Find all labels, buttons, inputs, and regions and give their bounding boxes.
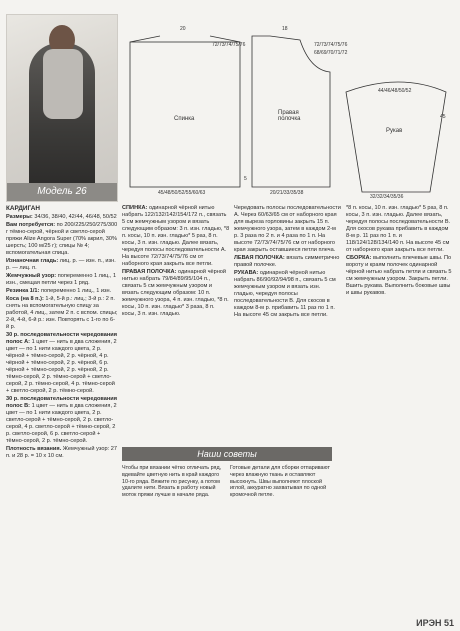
sleeve-shape	[346, 82, 446, 192]
seq-b-label: 30 р. последовательности чередования полос В:	[6, 396, 117, 409]
seq-b-text: 1 цвет — нить в два сложения, 2 цвет — по 1 нити каждого цвета, 2 р. светло-серой + тёмно-серой, 2 р. светло-серой, 4 р. светло-серой + тёмно-серой, 2 р. светло-серой, 6 р. светло-серой + тёмно-серой, 2 р. тёмно-серой.	[6, 403, 117, 444]
back-top-label: 20	[180, 26, 186, 32]
pattern4-text: 1-й, 5-й р.: лиц.; 3-й р.: 2 п. снять на вспомогательную спицу за работой, 4 лиц., затем 2 п. с вспом. спицы; 2-й, 4-й, 6-й р.: изн. Повторять с 1-го по 6-й р.	[6, 296, 118, 330]
column-4	[346, 205, 454, 610]
back-shoulder-left	[130, 36, 160, 42]
column-4-text: *8 п. косы, 10 п. изн. гладью* 5 раз, 8 п. косы, 3 п. изн. гладью. Далее вязать, чередуя полосы последовательности В. Для скосов рукава прибавить в каждом 8-м р. 11 раз по 1 п. и 118/124/128/134/140 п. На высоте 45 см от наборного края закрыть все петли.	[346, 205, 451, 253]
pattern4-label: Коса (на 8 п.):	[6, 296, 44, 302]
left-front-text: вязать симметрично правой полочке.	[234, 255, 340, 268]
tips-left-text: Чтобы при вязании чётко отличать ряд, вдевайте цветную нить в край каждого 10-го ряда. Вяжите по рисунку, а потом удалите нити. Вязать в работу новый моток пряжи лучше в начале ряда.	[122, 465, 222, 499]
tips-right-text: Готовые детали для сборки отпаривают через влажную ткань и оставляют высохнуть. Швы выполняют плоской иглой, аккуратно захватывая по одной кромочной петле.	[230, 465, 330, 499]
back-text: одинарной чёрной нитью набрать 122/132/142/154/172 п., связать 5 см жемчужным узором и вязать следующим образом: 3 п. изн. гладью, *8 п. косы, 10 п. изн. гладью* 5 раз, 8 п. косы, 3 п. изн. гладью. Далее вязать, чередуя полосы последовательности А. На высоте 72/73/74/75/76 см от наборного края закрыть все петли.	[122, 205, 230, 267]
sleeve-top-label: 44/46/48/50/52	[378, 88, 412, 94]
sleeves-text: одинарной чёрной нитью набрать 86/90/92/94/98 п., связать 5 см жемчужным узором и вязать изн. гладью, чередуя полосы последовательности В. Для скосов в каждом 8-м р. прибавить 11 раз по 1 п. На высоте 45 см закрыть все петли.	[234, 270, 336, 318]
pattern3-label: Резинка 1/1:	[6, 288, 40, 294]
pattern3-text: попеременно 1 лиц., 1 изн.	[40, 288, 112, 294]
sleeve-name-label: Рукав	[386, 128, 403, 134]
column-1	[6, 205, 118, 610]
sleeves-label: РУКАВА:	[234, 270, 259, 276]
right-front-label: ПРАВАЯ ПОЛОЧКА:	[122, 269, 177, 275]
needs-text: по 200/225/250/275/300 г тёмно-серой, чёрной и светло-серой пряжи Alize Angora Super (70% акрил, 30% шерсть; 100 м/25 г); спицы № 4; вспомогательная спица.	[6, 222, 118, 256]
pattern2-text: попеременно 1 лиц., 1 изн., смещая петли через 1 ряд.	[6, 273, 117, 286]
back-right-label: 5	[244, 176, 247, 182]
back-shape	[130, 42, 240, 187]
back-label: СПИНКА:	[122, 205, 148, 211]
schematics-svg	[120, 12, 455, 202]
left-front-label: ЛЕВАЯ ПОЛОЧКА:	[234, 255, 285, 261]
seq-a-text: 1 цвет — нить в два сложения, 2 цвет — по 1 нити каждого цвета, 2 р. чёрной + тёмно-серой, 2 р. чёрной, 4 р. чёрной + тёмно-серой, 2 р. чёрной, 6 р. чёрной + тёмно-серой, 2 р. чёрной, 2 р. тёмно-серой, 2 р. тёмно-серой + светло-серой, 2 р. тёмно-серой, 4 р. тёмно-серой + светло-серой, 2 р. тёмно-серой.	[6, 339, 117, 394]
tips-box	[122, 447, 332, 613]
column-3-text: Чередовать полосы последовательности А. Через 60/63/65 см от наборного края для выреза горловины закрыть 15 п. жемчужного узора, затем в каждом 2-м р. 3 раза по 2 п. и 4 раза по 1 п. На высоте 72/73/74/75/76 см от наборного края закрыть оставшиеся петли плеча.	[234, 205, 341, 253]
pattern1-label: Изнаночная гладь:	[6, 258, 59, 264]
back-right-top-label: 72/73/74/75/76	[212, 42, 246, 48]
model-photo	[6, 14, 118, 202]
model-caption: Модель 26	[7, 183, 117, 201]
column-2	[122, 205, 230, 433]
density-label: Плотность вязания.	[6, 446, 62, 452]
front-right-top-label-2: 68/69/70/71/72	[314, 50, 348, 56]
tips-title: Наши советы	[122, 447, 332, 461]
seq-a-label: 30 р. последовательности чередования полос А:	[6, 332, 117, 345]
page-footer: ИРЭН 51	[416, 618, 454, 628]
pattern1-text: лиц. р. — изн. п., изн. р. — лиц. п.	[6, 258, 116, 271]
front-bottom-label: 20/21/33/35/38	[270, 190, 304, 196]
pattern2-label: Жемчужный узор:	[6, 273, 57, 279]
assembly-label: СБОРКА:	[346, 255, 372, 261]
sizes-text: 34/36, 38/40, 42/44, 46/48, 50/52	[34, 214, 117, 220]
density-text: Жемчужный узор: 27 п. и 28 р. = 10 x 10 см.	[6, 446, 117, 459]
sleeve-right-label: 45	[440, 114, 446, 120]
pattern-diagrams	[120, 12, 455, 202]
model-scarf	[43, 49, 83, 119]
sleeve-bottom-label: 32/32/34/35/36	[370, 194, 404, 200]
pattern-title: КАРДИГАН	[6, 205, 40, 212]
sizes-label: Размеры:	[6, 214, 33, 220]
needs-label: Вам потребуется:	[6, 222, 56, 228]
right-front-text: одинарной чёрной нитью набрать 79/84/89/95/104 п., связать 5 см жемчужным узором и вязать следующим образом: 10 п. жемчужного узора, 4 п. изн. гладью, *8 п. косы, 10 п. изн. гладью* 3 раза, 8 п. косы, 3 п. изн. гладью.	[122, 269, 229, 317]
front-right-top-label: 72/73/74/75/76	[314, 42, 348, 48]
assembly-text: выполнить плечевые швы. По вороту и краям полочек одинарной чёрной нитью набрать петли и связать 5 см жемчужным узором. Закрыть петли. Вшить рукава. Выполнить боковые швы и швы рукавов.	[346, 255, 452, 296]
back-name-label: Спинка	[174, 116, 195, 122]
front-name-label: Правая полочка	[278, 110, 301, 122]
back-bottom-label: 45/48/50/52/55/60/63	[158, 190, 206, 196]
front-top-label: 18	[282, 26, 288, 32]
column-3	[234, 205, 342, 433]
